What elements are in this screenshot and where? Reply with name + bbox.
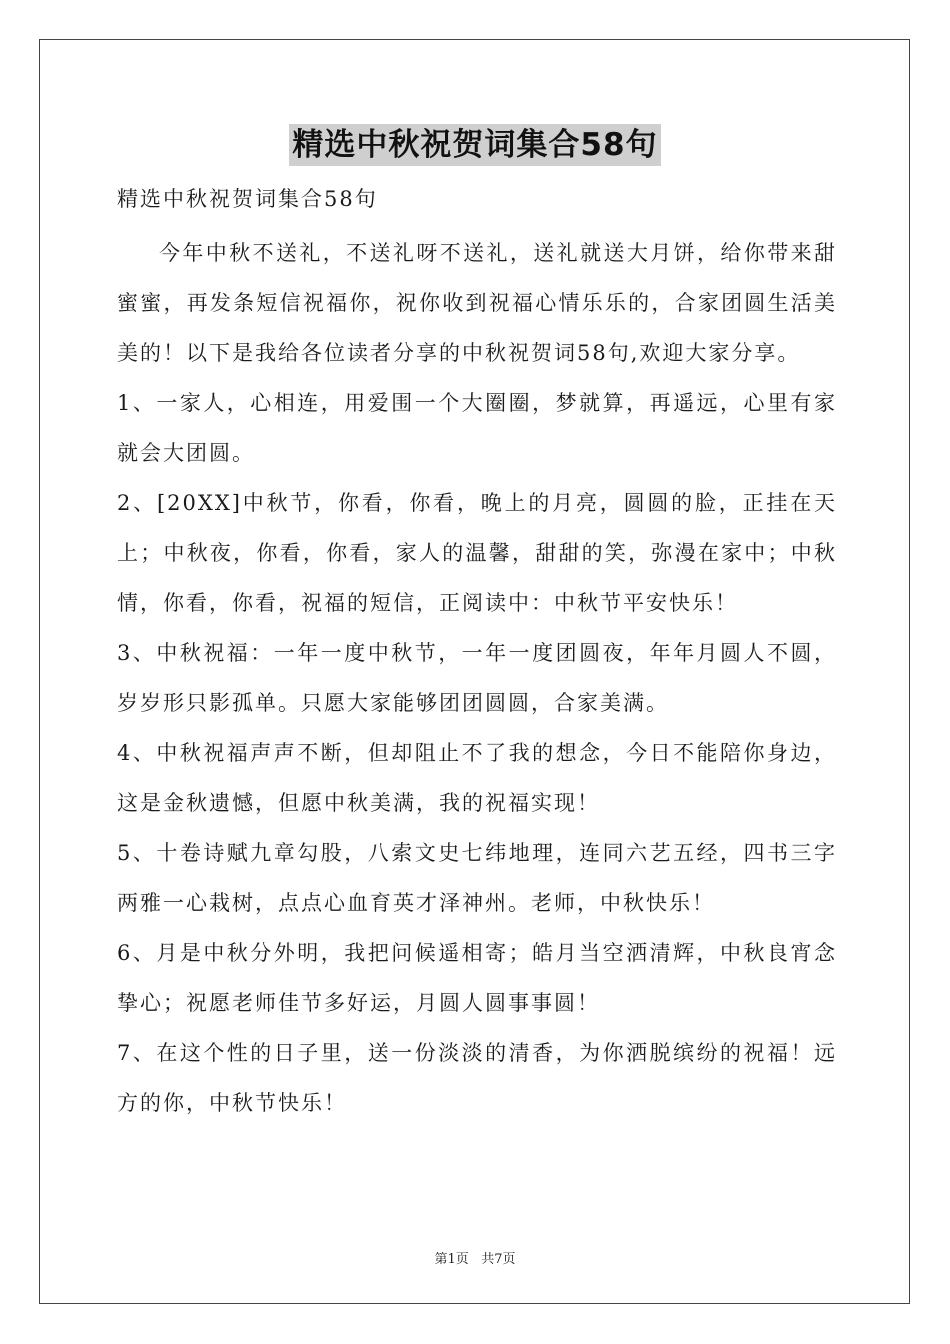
title-area	[0, 124, 950, 166]
list-item: 4、中秋祝福声声不断，但却阻止不了我的想念，今日不能陪你身边，这是金秋遗憾，但愿中秋美满，我的祝福实现！	[117, 741, 837, 815]
page-total: 共7页	[481, 1252, 516, 1267]
document-title: 精选中秋祝贺词集合58句	[289, 124, 660, 166]
list-item: 7、在这个性的日子里，送一份淡淡的清香，为你洒脱缤纷的祝福！远方的你，中秋节快乐！	[117, 1041, 837, 1115]
list-item: 1、一家人，心相连，用爱围一个大圈圈，梦就算，再遥远，心里有家就会大团圆。	[117, 391, 837, 465]
document-body	[117, 180, 837, 1128]
list-item: 5、十卷诗赋九章勾股，八索文史七纬地理，连同六艺五经，四书三字两雅一心栽树，点点心血育英才泽神州。老师，中秋快乐！	[117, 841, 837, 915]
document-subtitle: 精选中秋祝贺词集合58句	[117, 187, 378, 211]
page-footer	[0, 1248, 950, 1267]
intro-paragraph: 今年中秋不送礼，不送礼呀不送礼，送礼就送大月饼，给你带来甜蜜蜜，再发条短信祝福你，祝你收到祝福心情乐乐的，合家团圆生活美美的！以下是我给各位读者分享的中秋祝贺词58句,欢迎大家分享。	[117, 241, 837, 365]
list-item: 2、[20XX]中秋节，你看，你看，晚上的月亮，圆圆的脸，正挂在天上；中秋夜，你看，你看，家人的温馨，甜甜的笑，弥漫在家中；中秋情，你看，你看，祝福的短信，正阅读中：中秋节平安快乐！	[117, 491, 837, 615]
page-number: 第1页	[434, 1252, 469, 1267]
list-item: 3、中秋祝福：一年一度中秋节，一年一度团圆夜，年年月圆人不圆，岁岁形只影孤单。只愿大家能够团团圆圆，合家美满。	[117, 641, 837, 715]
list-item: 6、月是中秋分外明，我把问候遥相寄；皓月当空洒清辉，中秋良宵念挚心；祝愿老师佳节多好运，月圆人圆事事圆！	[117, 941, 837, 1015]
